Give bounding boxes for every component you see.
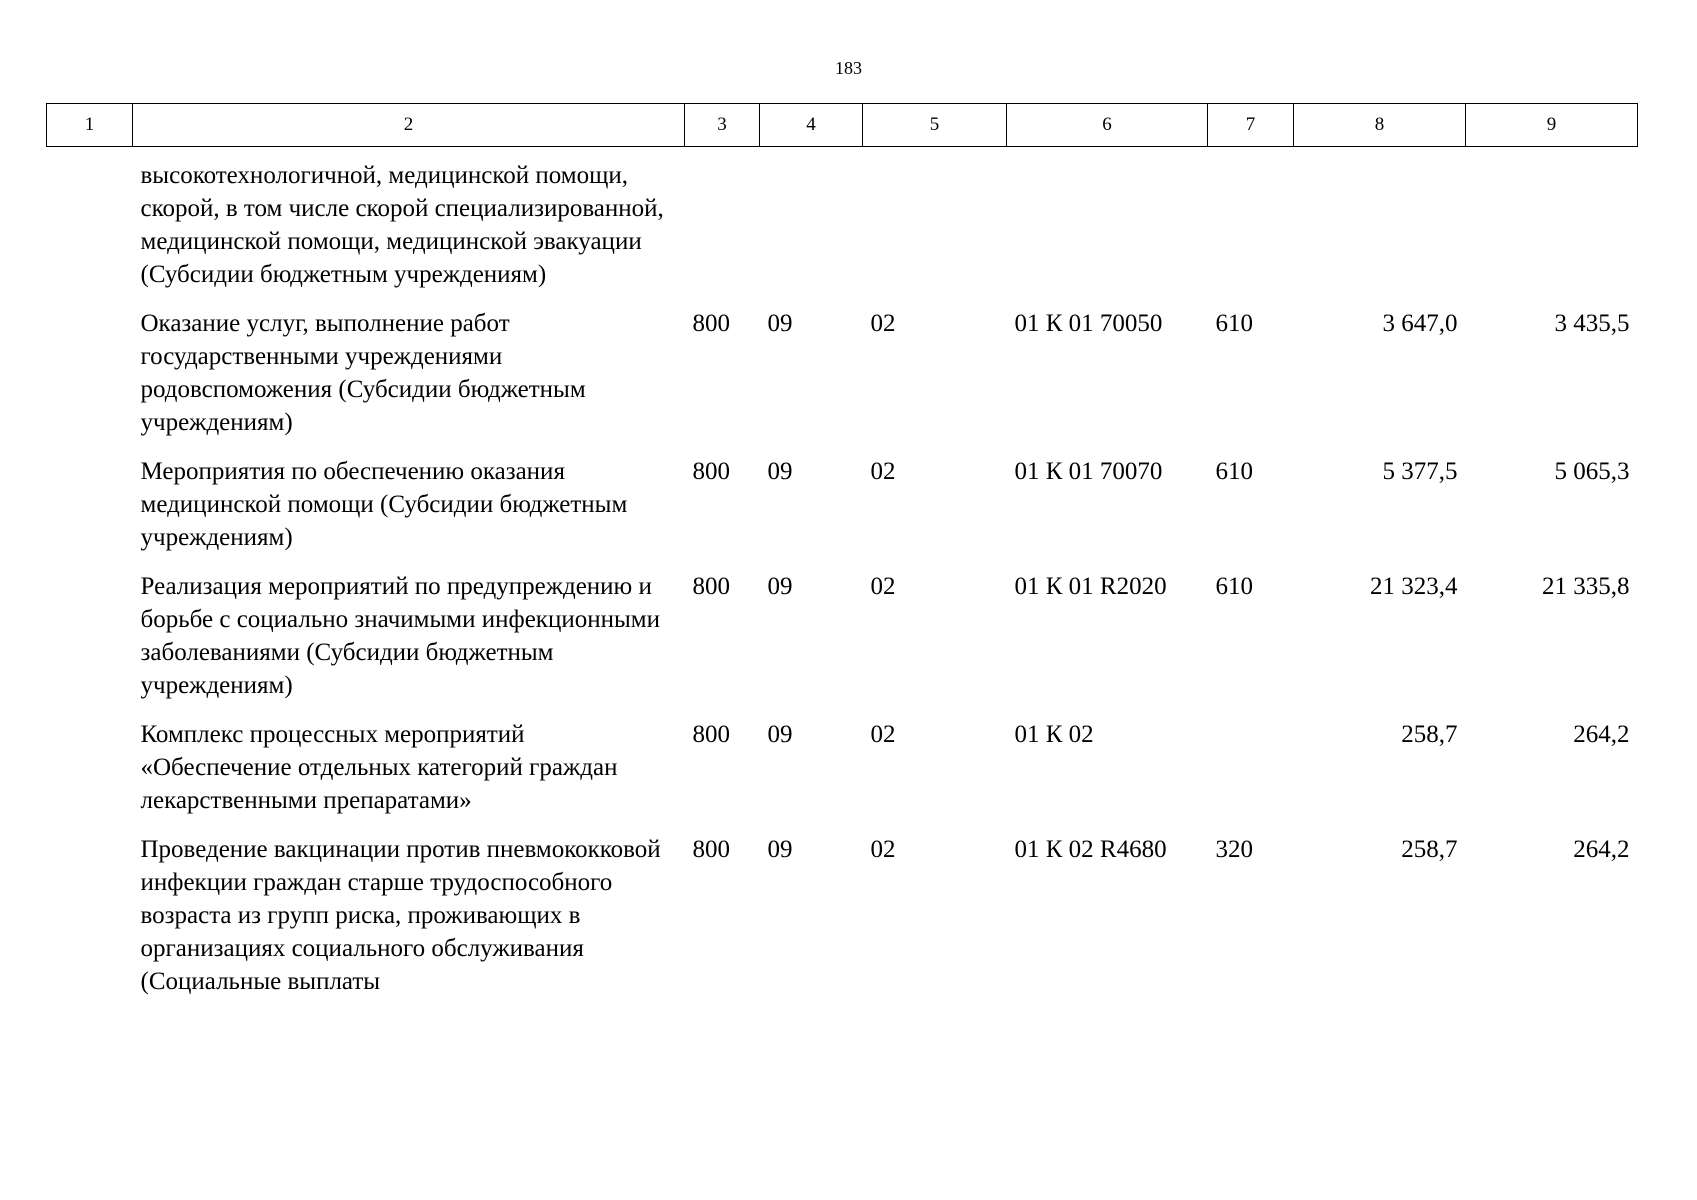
column-number-header: 1 <box>47 104 133 147</box>
ministry-code-cell: 800 <box>692 458 730 485</box>
table-row <box>47 833 1638 1014</box>
target-article-cell: 01 К 01 70070 <box>1014 458 1163 485</box>
column-number-header: 2 <box>133 104 685 147</box>
subsection-code-cell: 02 <box>870 310 896 337</box>
expense-name-cell: Оказание услуг, выполнение работ государственными учреждениями родовспоможения (Субсидии бюджетным учреждениям) <box>140 310 586 436</box>
budget-table <box>46 103 1638 1014</box>
subsection-code-cell: 02 <box>870 836 896 863</box>
target-article-cell: 01 К 01 70050 <box>1014 310 1163 337</box>
row-spacer-cell <box>47 147 133 308</box>
expense-name-cell: высокотехнологичной, медицинской помощи, скорой, в том числе скорой специализированной, медицинской помощи, медицинской эвакуации (Субсидии бюджетным учреждениям) <box>140 162 664 288</box>
subsection-code-cell: 02 <box>870 573 896 600</box>
expense-name-cell: Комплекс процессных мероприятий «Обеспечение отдельных категорий граждан лекарственными препаратами» <box>140 721 618 814</box>
amount-cell: 3 435,5 <box>1554 310 1630 337</box>
table-row <box>47 307 1638 455</box>
amount-cell: 5 065,3 <box>1554 458 1630 485</box>
target-article-cell: 01 К 01 R2020 <box>1014 573 1167 600</box>
row-spacer-cell <box>47 718 133 833</box>
row-spacer-cell <box>47 833 133 1014</box>
section-code-cell: 09 <box>767 721 793 748</box>
page-number: 183 <box>835 58 862 78</box>
row-spacer-cell <box>47 570 133 718</box>
subsection-code-cell <box>863 147 1007 308</box>
ministry-code-cell: 800 <box>692 573 730 600</box>
amount-cell: 264,2 <box>1573 836 1630 863</box>
column-number-header: 8 <box>1294 104 1466 147</box>
column-number-header: 5 <box>863 104 1007 147</box>
expense-type-cell <box>1208 147 1294 308</box>
column-number-header: 7 <box>1208 104 1294 147</box>
table-row <box>47 570 1638 718</box>
amount-cell: 21 323,4 <box>1370 573 1458 600</box>
target-article-cell: 01 К 02 R4680 <box>1014 836 1167 863</box>
column-number-header: 4 <box>760 104 863 147</box>
section-code-cell: 09 <box>767 836 793 863</box>
amount-cell: 258,7 <box>1401 836 1458 863</box>
section-code-cell: 09 <box>767 573 793 600</box>
expense-type-cell: 610 <box>1215 573 1253 600</box>
ministry-code-cell <box>685 147 760 308</box>
amount-cell: 5 377,5 <box>1382 458 1458 485</box>
target-article-cell: 01 К 02 <box>1014 721 1094 748</box>
ministry-code-cell: 800 <box>692 310 730 337</box>
subsection-code-cell: 02 <box>870 458 896 485</box>
expense-type-cell: 320 <box>1215 836 1253 863</box>
row-spacer-cell <box>47 307 133 455</box>
target-article-cell <box>1007 147 1208 308</box>
amount-cell: 3 647,0 <box>1382 310 1458 337</box>
table-row <box>47 718 1638 833</box>
table-row <box>47 455 1638 570</box>
column-number-header: 6 <box>1007 104 1208 147</box>
expense-name-cell: Проведение вакцинации против пневмококковой инфекции граждан старше трудоспособного возраста из групп риска, проживающих в организациях социального обслуживания (Социальные выплаты <box>140 836 661 995</box>
expense-name-cell: Мероприятия по обеспечению оказания медицинской помощи (Субсидии бюджетным учреждениям) <box>140 458 628 551</box>
section-code-cell: 09 <box>767 458 793 485</box>
ministry-code-cell: 800 <box>692 721 730 748</box>
column-number-header-row <box>47 104 1638 147</box>
amount-cell <box>1466 147 1638 308</box>
subsection-code-cell: 02 <box>870 721 896 748</box>
expense-type-cell: 610 <box>1215 310 1253 337</box>
expense-type-cell <box>1208 718 1294 833</box>
column-number-header: 3 <box>685 104 760 147</box>
ministry-code-cell: 800 <box>692 836 730 863</box>
section-code-cell: 09 <box>767 310 793 337</box>
amount-cell: 264,2 <box>1573 721 1630 748</box>
amount-cell: 21 335,8 <box>1542 573 1630 600</box>
row-spacer-cell <box>47 455 133 570</box>
amount-cell <box>1294 147 1466 308</box>
column-number-header: 9 <box>1466 104 1638 147</box>
expense-type-cell: 610 <box>1215 458 1253 485</box>
table-row <box>47 147 1638 308</box>
expense-name-cell: Реализация мероприятий по предупреждению и борьбе с социально значимыми инфекционными заболеваниями (Субсидии бюджетным учреждениям) <box>140 573 660 699</box>
amount-cell: 258,7 <box>1401 721 1458 748</box>
section-code-cell <box>760 147 863 308</box>
